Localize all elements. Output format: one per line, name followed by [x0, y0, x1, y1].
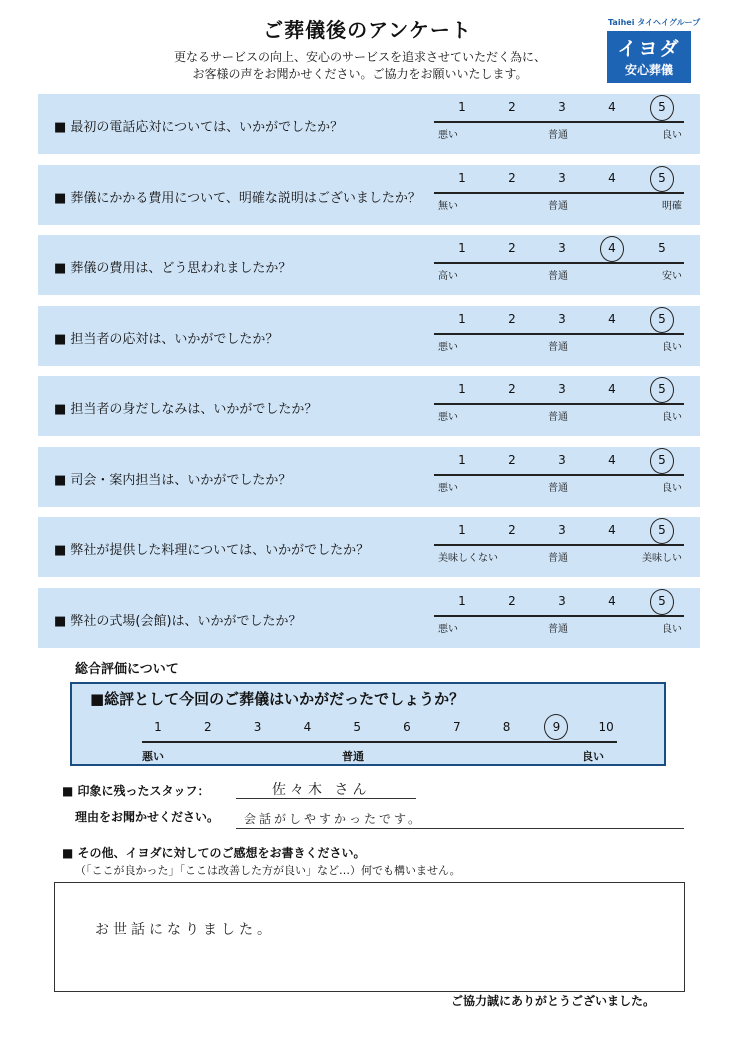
selected-rating-circle	[650, 589, 674, 615]
scale-low-label: 美味しくない	[438, 553, 498, 564]
rating-option[interactable]: 5	[658, 170, 666, 185]
logo-main-text: イヨダ	[617, 38, 681, 60]
intro-line-1: 更なるサービスの向上、安心のサービスを追求させていただく為に、	[173, 50, 546, 64]
overall-rating-option[interactable]: 1	[154, 720, 162, 734]
scale-high-label: 良い	[662, 130, 682, 141]
scale-line	[434, 403, 684, 405]
question-text: ■ 葬儀の費用は、どう思われましたか？	[54, 261, 292, 276]
rating-option[interactable]: 4	[608, 593, 616, 608]
rating-option[interactable]: 3	[558, 593, 566, 608]
scale-line	[434, 121, 684, 123]
scale-high-label: 明確	[662, 200, 682, 212]
selected-rating-circle	[650, 166, 674, 192]
rating-option[interactable]: 2	[508, 241, 516, 255]
overall-rating-option[interactable]: 7	[452, 720, 461, 734]
overall-rating-option[interactable]: 3	[253, 720, 262, 734]
rating-option[interactable]: 2	[508, 311, 516, 326]
rating-option[interactable]: 4	[608, 241, 616, 255]
rating-option[interactable]: 4	[608, 523, 616, 537]
question-text: ■ 弊社が提供した料理については、いかがでしたか？	[54, 543, 370, 558]
scale-line	[434, 192, 684, 194]
selected-rating-circle	[650, 518, 674, 544]
scale-mid-label: 普通	[548, 200, 568, 212]
rating-scale	[434, 382, 684, 398]
question-row	[38, 517, 700, 577]
rating-option[interactable]: 4	[608, 382, 616, 396]
scale-mid-label: 普通	[548, 341, 568, 353]
rating-scale	[434, 312, 684, 328]
question-text: ■ 担当者の応対は、いかがでしたか？	[54, 331, 279, 347]
rating-option[interactable]: 2	[508, 523, 516, 537]
scale-low-label: 悪い	[438, 623, 458, 635]
rating-scale	[434, 100, 684, 116]
question-row	[38, 376, 700, 436]
scale-high-label: 良い	[662, 412, 682, 423]
comments-box[interactable]	[54, 882, 685, 992]
selected-rating-circle	[650, 307, 674, 333]
rating-option[interactable]: 1	[458, 170, 466, 185]
brand-group-name: Taihei タイヘイグループ	[608, 18, 701, 27]
scale-mid-label: 普通	[548, 623, 568, 635]
overall-rating-option[interactable]: 9	[552, 720, 561, 734]
scale-mid-label: 普通	[548, 412, 568, 423]
rating-option[interactable]: 3	[558, 523, 566, 537]
staff-value[interactable]: 佐々木 さん	[272, 782, 371, 798]
overall-high-label: 良い	[582, 750, 604, 763]
scale-mid-label: 普通	[548, 553, 568, 564]
scale-low-label: 無い	[438, 200, 458, 212]
scale-line	[434, 474, 684, 476]
question-text: ■ 葬儀にかかる費用について、明確な説明はございましたか？	[54, 190, 421, 206]
scale-high-label: 良い	[662, 623, 682, 635]
overall-low-label: 悪い	[142, 750, 164, 763]
scale-line	[434, 333, 684, 335]
overall-rating-option[interactable]: 2	[203, 720, 212, 734]
intro-line-2: お客様の声をお聞かせください。ご協力をお願いいたします。	[192, 67, 528, 81]
rating-scale	[434, 594, 684, 610]
scale-high-label: 良い	[662, 482, 682, 494]
rating-option[interactable]: 5	[658, 523, 666, 537]
rating-option[interactable]: 1	[458, 311, 466, 326]
overall-selected-circle	[544, 714, 568, 740]
overall-question: ■総評として今回のご葬儀はいかがだったでしょうか？	[90, 690, 465, 708]
rating-option[interactable]: 4	[608, 452, 616, 467]
overall-heading: 総合評価について	[75, 662, 179, 677]
rating-option[interactable]: 5	[658, 593, 666, 608]
selected-rating-circle	[650, 95, 674, 121]
scale-line	[434, 615, 684, 617]
scale-line	[434, 544, 684, 546]
scale-low-label: 悪い	[438, 341, 458, 353]
overall-rating-option[interactable]: 5	[353, 720, 361, 734]
rating-option[interactable]: 4	[608, 311, 616, 326]
page-title: ご葬儀後のアンケート	[263, 18, 472, 42]
comments-label: ■ その他、イヨダに対してのご感想をお書きください。	[62, 846, 366, 860]
question-row	[38, 94, 700, 154]
rating-option[interactable]: 5	[658, 241, 666, 255]
rating-option[interactable]: 3	[558, 100, 566, 114]
company-logo	[607, 31, 691, 83]
rating-option[interactable]: 2	[508, 382, 516, 396]
rating-option[interactable]: 3	[558, 452, 566, 467]
scale-high-label: 良い	[662, 341, 682, 353]
rating-option[interactable]: 1	[458, 241, 466, 255]
scale-line	[434, 262, 684, 264]
rating-option[interactable]: 3	[558, 382, 566, 396]
rating-option[interactable]: 4	[608, 170, 616, 185]
question-row	[38, 306, 700, 366]
overall-rating-option[interactable]: 4	[303, 720, 312, 734]
rating-option[interactable]: 5	[658, 311, 666, 326]
logo-sub-text: 安心葬儀	[624, 63, 673, 77]
question-row	[38, 447, 700, 507]
rating-option[interactable]: 5	[658, 382, 666, 396]
rating-option[interactable]: 2	[508, 593, 516, 608]
question-row	[38, 165, 700, 225]
rating-option[interactable]: 2	[508, 100, 516, 114]
rating-option[interactable]: 4	[608, 100, 616, 114]
rating-option[interactable]: 1	[458, 382, 466, 396]
comments-note: （「ここが良かった」「ここは改善した方が良い」など…）何でも構いません。	[75, 864, 461, 877]
rating-option[interactable]: 3	[558, 170, 566, 185]
overall-rating-option[interactable]: 6	[403, 720, 411, 734]
comments-value: お世話になりました。	[95, 922, 275, 938]
reason-label: 理由をお聞かせください。	[75, 810, 220, 824]
question-text: ■ 最初の電話応対については、いかがでしたか？	[54, 120, 344, 135]
overall-mid-label: 普通	[342, 750, 364, 763]
rating-scale	[434, 523, 684, 539]
rating-option[interactable]: 1	[458, 523, 466, 537]
question-text: ■ 司会・案内担当は、いかがでしたか？	[54, 472, 292, 488]
reason-underline	[236, 828, 684, 829]
rating-option[interactable]: 1	[458, 452, 466, 467]
scale-mid-label: 普通	[548, 130, 568, 141]
rating-scale	[434, 453, 684, 469]
question-text: ■ 担当者の身だしなみは、いかがでしたか？	[54, 402, 318, 417]
rating-option[interactable]: 2	[508, 452, 516, 467]
scale-low-label: 悪い	[438, 130, 458, 141]
overall-rating-box	[70, 682, 666, 766]
selected-rating-circle	[600, 236, 624, 262]
scale-low-label: 高い	[438, 271, 458, 282]
overall-rating-option[interactable]: 8	[502, 720, 511, 734]
scale-low-label: 悪い	[438, 412, 458, 423]
overall-scale-line	[142, 741, 617, 743]
rating-scale	[434, 171, 684, 187]
scale-high-label: 安い	[662, 271, 682, 282]
scale-mid-label: 普通	[548, 482, 568, 494]
selected-rating-circle	[650, 448, 674, 474]
question-text: ■ 弊社の式場(会館)は、いかがでしたか？	[54, 613, 302, 629]
scale-low-label: 悪い	[438, 482, 458, 494]
rating-option[interactable]: 5	[658, 452, 666, 467]
rating-option[interactable]: 3	[558, 241, 566, 255]
rating-option[interactable]: 1	[458, 100, 466, 114]
thanks-footer: ご協力誠にありがとうございました。	[451, 994, 656, 1008]
scale-high-label: 美味しい	[642, 553, 682, 564]
rating-option[interactable]: 1	[458, 593, 466, 608]
scale-mid-label: 普通	[548, 271, 568, 282]
overall-rating-option[interactable]: 10	[598, 720, 614, 734]
rating-option[interactable]: 3	[558, 311, 566, 326]
rating-option[interactable]: 2	[508, 170, 516, 185]
question-row	[38, 235, 700, 295]
reason-value[interactable]: 会話がしやすかったです。	[244, 812, 424, 826]
question-row	[38, 588, 700, 648]
rating-scale	[434, 241, 684, 257]
selected-rating-circle	[650, 377, 674, 403]
staff-label: ■ 印象に残ったスタッフ：	[62, 784, 210, 798]
rating-option[interactable]: 5	[658, 100, 666, 114]
